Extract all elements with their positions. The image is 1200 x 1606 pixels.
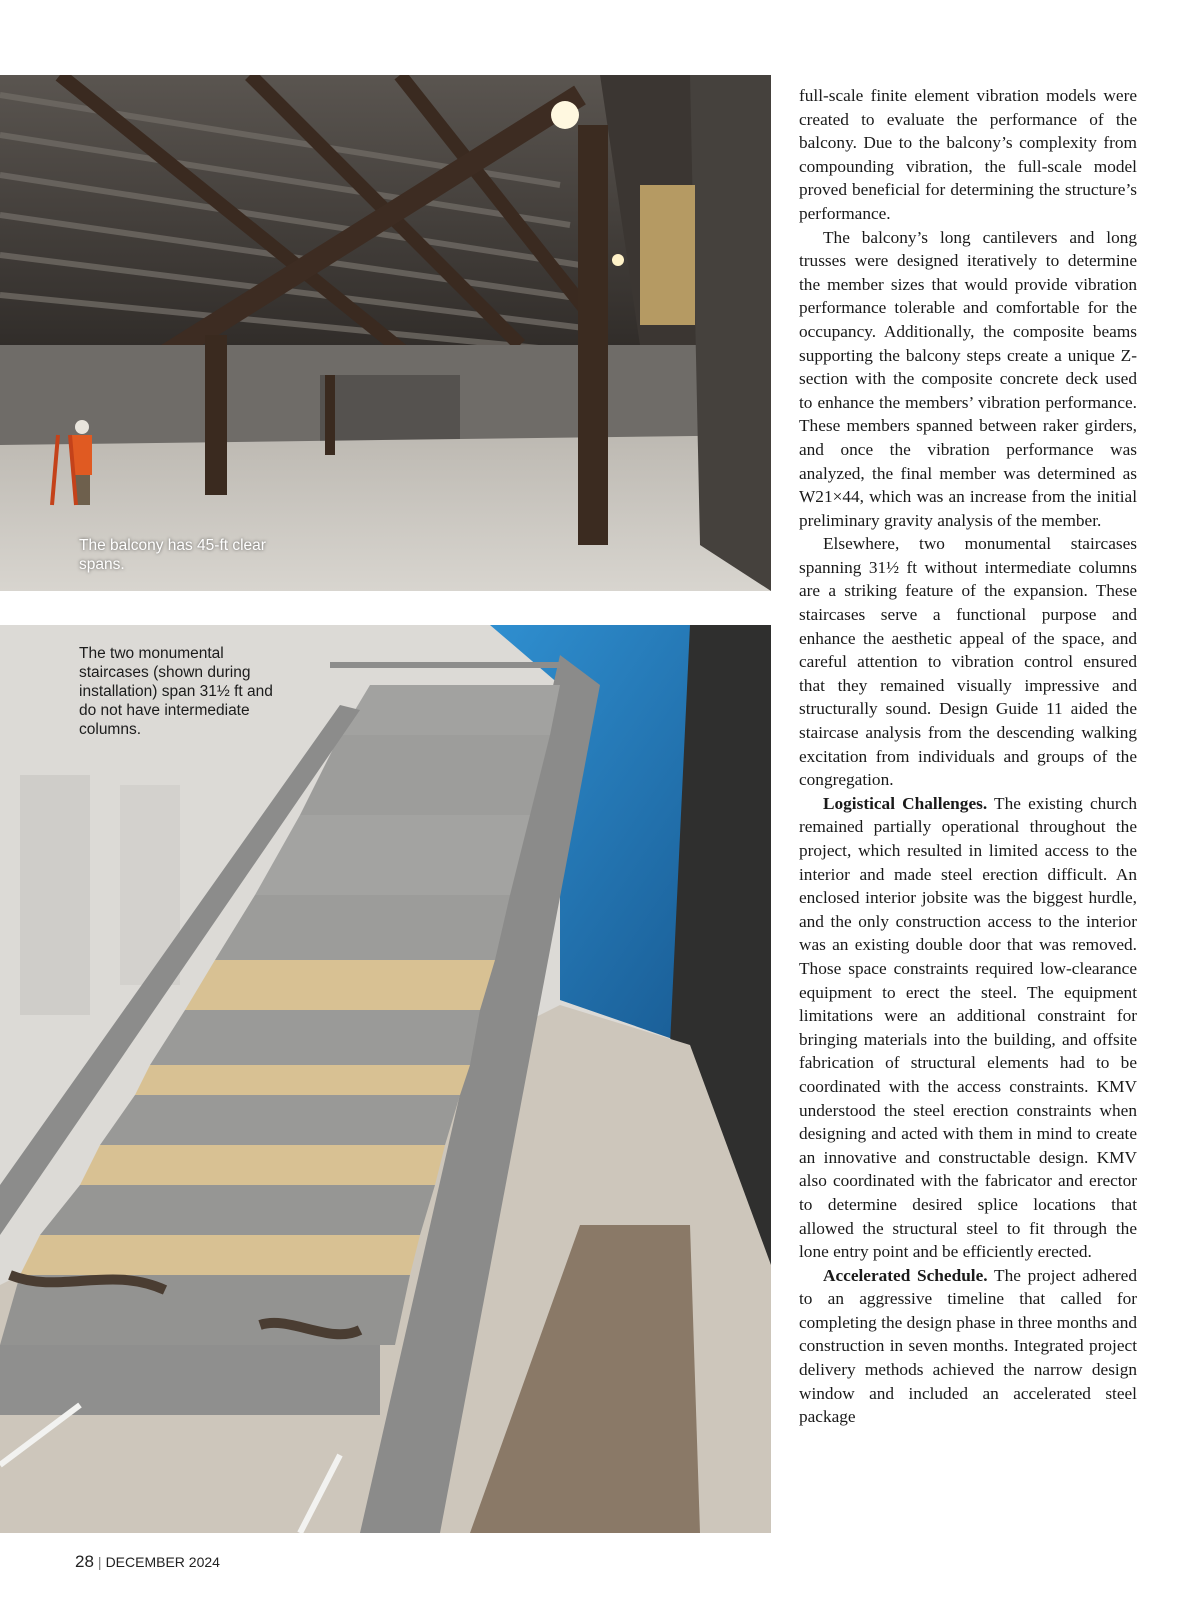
staircase-photo <box>0 625 771 1533</box>
section-heading-logistical-challenges: Logistical Challenges. <box>823 793 988 813</box>
article-paragraph <box>799 792 1137 1264</box>
balcony-photo <box>0 75 771 591</box>
page-folio <box>75 1552 220 1572</box>
article-paragraph: full-scale finite element vibration models were created to evaluate the performance of the balcony. Due to the balcony’s complexity from compounding vibration, the full-scale model proved beneficial for determining the structure’s performance. <box>799 86 1137 223</box>
article-paragraph: The balcony’s long cantilevers and long trusses were designed iteratively to determine the member sizes that would provide vibration performance tolerable and comfortable for the occupancy. Additionally, the composite beams supporting the balcony steps create a unique Z-section with the composite concrete deck used to enhance the members’ vibration performance. These members spanned between raker girders, and once the vibration performance was analyzed, the final member was determined as W21×44, which was an increase from the initial preliminary gravity analysis of the member. <box>799 227 1137 530</box>
page-number: 28 <box>75 1552 94 1571</box>
balcony-caption: The balcony has 45-ft clear spans. <box>79 537 266 573</box>
staircase-photo-illustration <box>0 625 771 1533</box>
article-paragraph <box>799 1264 1137 1429</box>
paragraph-text: The project adhered to an aggressive timeline that called for completing the design phase in three months and construction in seven months. Integrated project delivery methods achieved the narrow design window and included an accelerated steel package <box>799 1265 1137 1427</box>
article-paragraph: Elsewhere, two monumental staircases spanning 31½ ft without intermediate columns are a striking feature of the expansion. These staircases serve a functional purpose and enhance the aesthetic appeal of the space, and careful attention to vibration control ensured that they remained visually impressive and structurally sound. Design Guide 11 aided the staircase analysis from the descending walking excitation from individuals and groups of the congregation. <box>799 534 1137 790</box>
folio-separator: | <box>97 1554 102 1570</box>
paragraph-text: The existing church remained partially operational throughout the project, which resulted in limited access to the interior and made steel erection difficult. An enclosed interior jobsite was the biggest hurdle, and the only construction access to the interior was an existing double door that was removed. Those space constraints required low-clearance equipment to erect the steel. The equipment limitations were an additional constraint for bringing materials into the building, and offsite fabrication of structural elements had to be coordinated with the access constraints. KMV understood the steel erection constraints when designing and acted with them in mind to create an innovative and constructable design. KMV also coordinated with the fabricator and erector to determine desired splice locations that allowed the structural steel to fit through the lone entry point and be efficiently erected. <box>799 793 1137 1262</box>
staircase-caption: The two monumental staircases (shown during installation) span 31½ ft and do not have intermediate columns. <box>79 645 273 738</box>
article-column <box>799 84 1137 1429</box>
balcony-photo-illustration <box>0 75 771 591</box>
section-heading-accelerated-schedule: Accelerated Schedule. <box>823 1265 988 1285</box>
issue-date: DECEMBER 2024 <box>105 1554 220 1570</box>
